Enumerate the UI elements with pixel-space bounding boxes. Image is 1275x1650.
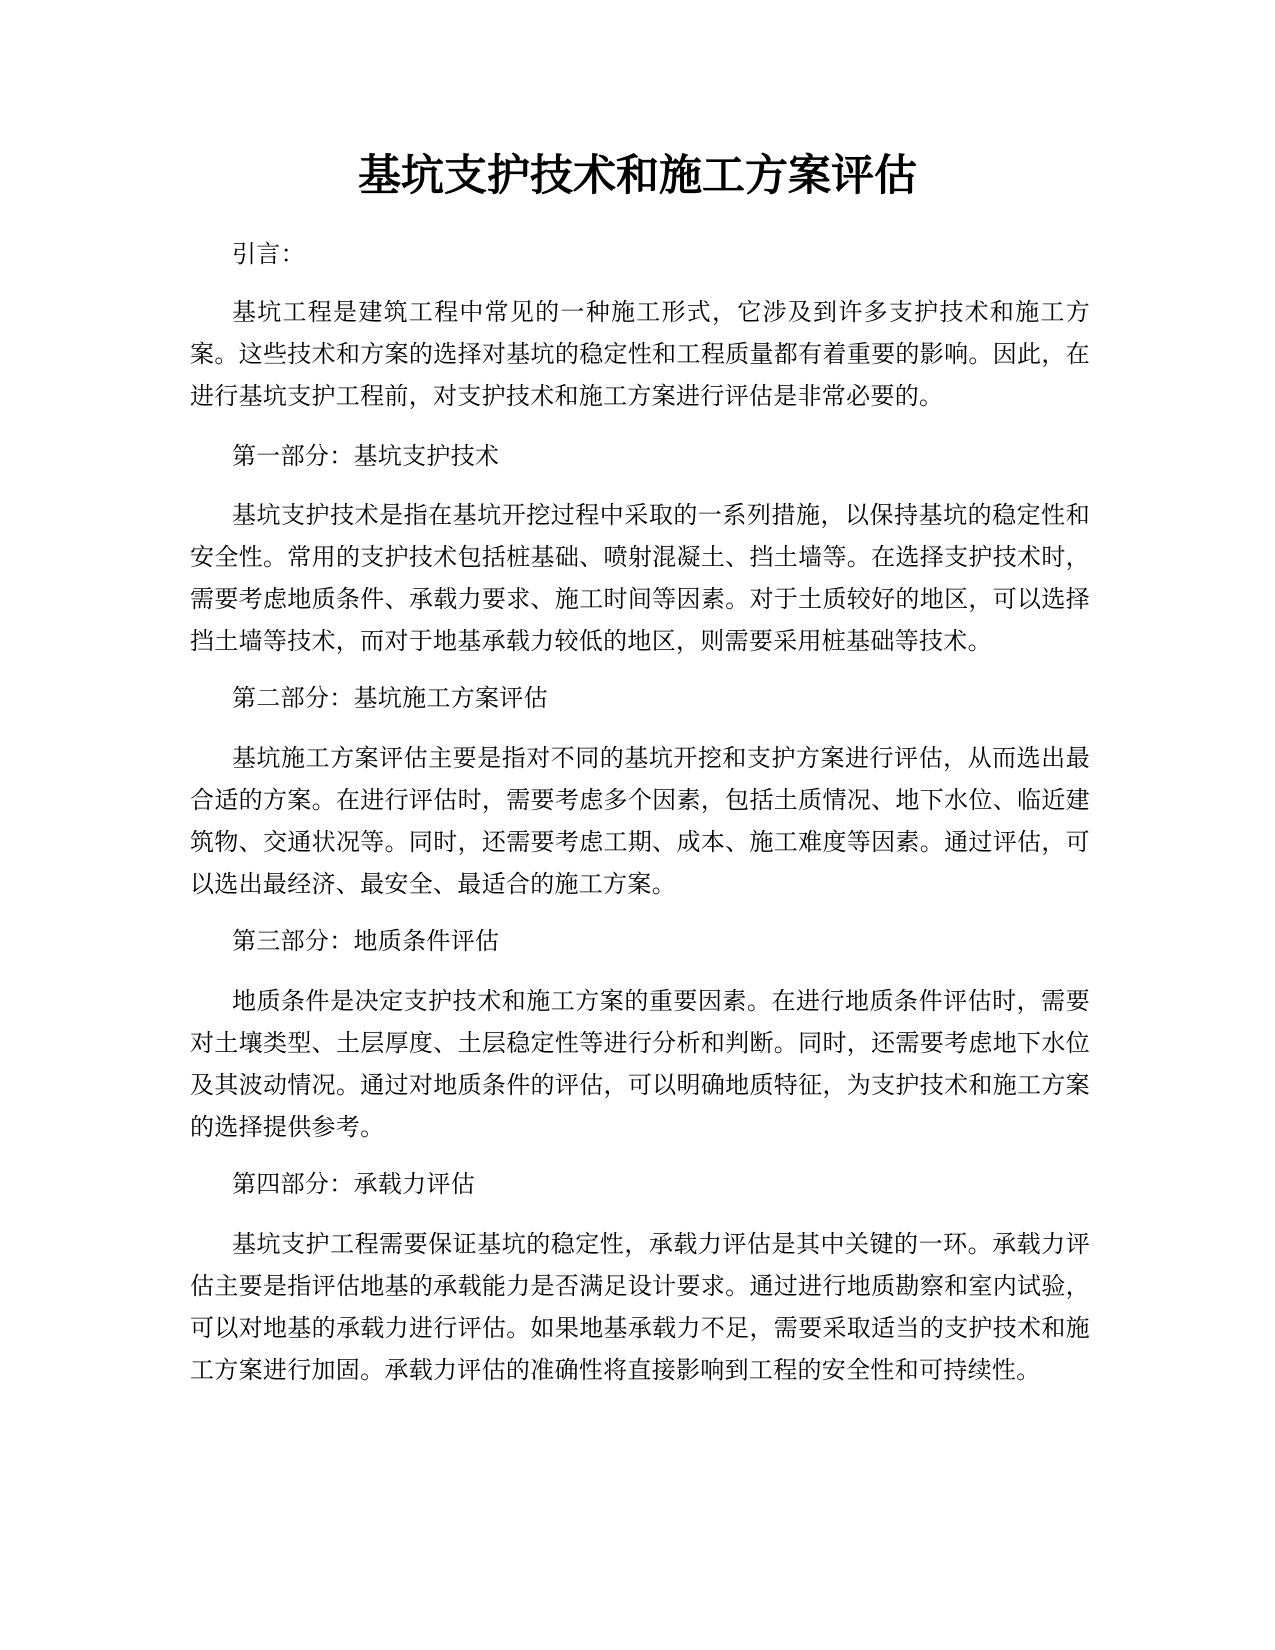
section-4-paragraph: 基坑支护工程需要保证基坑的稳定性，承载力评估是其中关键的一环。承载力评估主要是指评估地基的承载能力是否满足设计要求。通过进行地质勘察和室内试验，可以对地基的承载力进行评估。如果地基承载力不足，需要采取适当的支护技术和施工方案进行加固。承载力评估的准确性将直接影响到工程的安全性和可持续性。	[190, 1230, 1090, 1384]
section-1-heading: 第一部分：基坑支护技术	[232, 442, 500, 470]
intro-paragraph: 基坑工程是建筑工程中常见的一种施工形式，它涉及到许多支护技术和施工方案。这些技术和方案的选择对基坑的稳定性和工程质量都有着重要的影响。因此，在进行基坑支护工程前，对支护技术和施工方案进行评估是非常必要的。	[190, 298, 1090, 410]
section-4-heading: 第四部分：承载力评估	[232, 1170, 475, 1198]
section-3-heading: 第三部分：地质条件评估	[232, 927, 500, 955]
intro-label: 引言：	[232, 240, 305, 268]
document-title: 基坑支护技术和施工方案评估	[358, 151, 917, 201]
section-2-paragraph: 基坑施工方案评估主要是指对不同的基坑开挖和支护方案进行评估，从而选出最合适的方案。在进行评估时，需要考虑多个因素，包括土质情况、地下水位、临近建筑物、交通状况等。同时，还需要考虑工期、成本、施工难度等因素。通过评估，可以选出最经济、最安全、最适合的施工方案。	[190, 744, 1090, 898]
section-2-heading: 第二部分：基坑施工方案评估	[232, 684, 548, 712]
section-1-paragraph: 基坑支护技术是指在基坑开挖过程中采取的一系列措施，以保持基坑的稳定性和安全性。常用的支护技术包括桩基础、喷射混凝土、挡土墙等。在选择支护技术时，需要考虑地质条件、承载力要求、施工时间等因素。对于土质较好的地区，可以选择挡土墙等技术，而对于地基承载力较低的地区，则需要采用桩基础等技术。	[190, 501, 1090, 655]
section-3-paragraph: 地质条件是决定支护技术和施工方案的重要因素。在进行地质条件评估时，需要对土壤类型、土层厚度、土层稳定性等进行分析和判断。同时，还需要考虑地下水位及其波动情况。通过对地质条件的评估，可以明确地质特征，为支护技术和施工方案的选择提供参考。	[190, 987, 1090, 1141]
